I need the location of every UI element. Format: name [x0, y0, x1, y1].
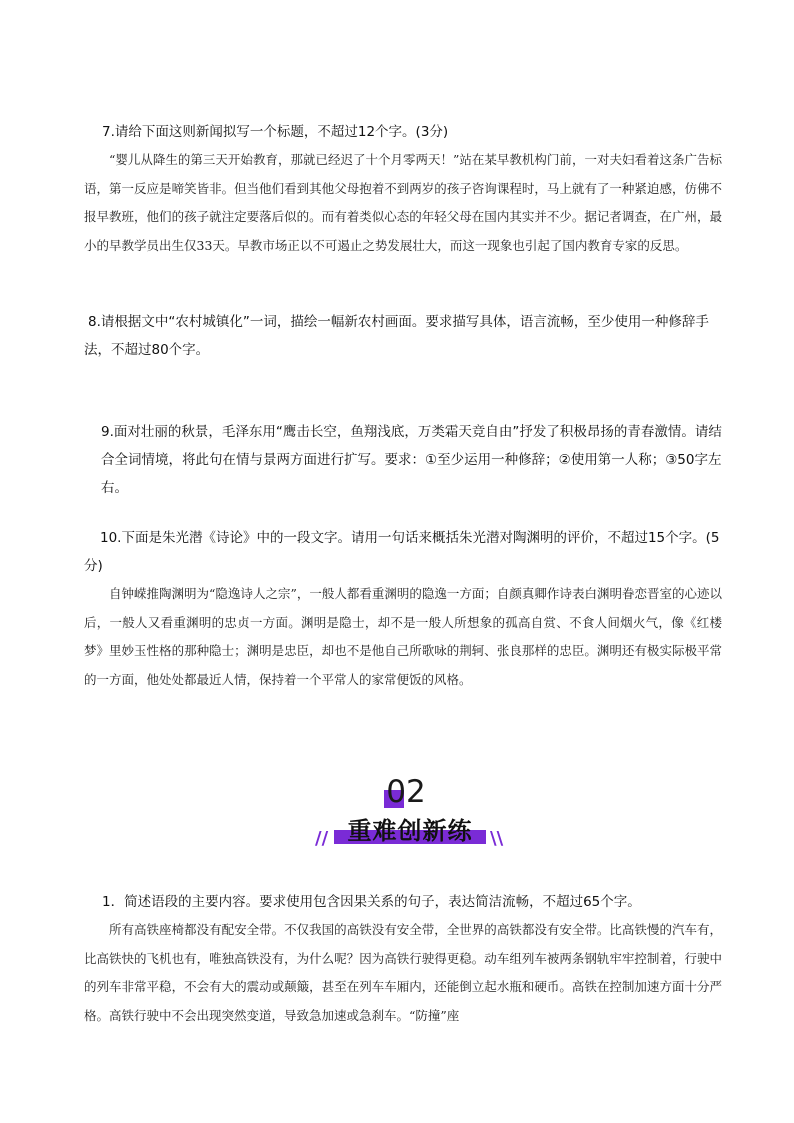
section-title: 重难创新练	[347, 817, 473, 845]
question-8	[84, 308, 722, 364]
question-9	[84, 418, 722, 502]
section-badge	[300, 770, 510, 850]
question-1-title: 1．简述语段的主要内容。要求使用包含因果关系的句子，表达简洁流畅，不超过65个字。	[102, 894, 641, 910]
question-7-passage: “婴儿从降生的第三天开始教育，那就已经迟了十个月零两天！”站在某早教机构门前，一对夫妇看着这条广告标语，第一反应是啼笑皆非。但当他们看到其他父母抱着不到两岁的孩子咨询课程时，马上就有了一种紧迫感，仿佛不报早教班，他们的孩子就注定要落后似的。而有着类似心态的年轻父母在国内其实并不少。据记者调查，在广州，最小的早教学员出生仅33天。早教市场正以不可遏止之势发展壮大，而这一现象也引起了国内教育专家的反思。	[84, 152, 722, 253]
question-7	[84, 118, 722, 260]
question-10-passage: 自钟嵘推陶渊明为“隐逸诗人之宗”，一般人都看重渊明的隐逸一方面；自颜真卿作诗表白渊明眷恋晋室的心迹以后，一般人又看重渊明的忠贞一方面。渊明是隐士，却不是一般人所想象的孤高自赏、不食人间烟火气，像《红楼梦》里妙玉性格的那种隐士；渊明是忠臣，却也不是他自己所歌咏的荆轲、张良那样的忠臣。渊明还有极实际极平常的一方面，他处处都最近人情，保持着一个平常人的家常便饭的风格。	[84, 586, 722, 687]
question-10-title: 10.下面是朱光潜《诗论》中的一段文字。请用一句话来概括朱光潜对陶渊明的评价，不超过15个字。(5分)	[84, 530, 720, 574]
left-slash-decoration: //	[315, 828, 329, 849]
question-1	[84, 888, 722, 1056]
question-10	[84, 524, 722, 694]
right-slash-decoration: \\	[490, 828, 504, 849]
question-8-title: 8.请根据文中“农村城镇化”一词，描绘一幅新农村画面。要求描写具体，语言流畅，至少使用一种修辞手法，不超过80个字。	[84, 314, 709, 358]
question-1-passage: 所有高铁座椅都没有配安全带。不仅我国的高铁没有安全带，全世界的高铁都没有安全带。比高铁慢的汽车有，比高铁快的飞机也有，唯独高铁没有，为什么呢？因为高铁行驶得更稳。动车组列车被两条钢轨牢牢控制着，行驶中的列车非常平稳，不会有大的震动或颠簸，甚至在列车车厢内，还能倒立起水瓶和硬币。高铁在控制加速方面十分严格。高铁行驶中不会出现突然变道，导致急加速或急刹车。“防撞”座	[84, 922, 722, 1023]
question-7-title: 7.请给下面这则新闻拟写一个标题，不超过12个字。(3分)	[102, 124, 449, 140]
question-9-title: 9.面对壮丽的秋景，毛泽东用“鹰击长空，鱼翔浅底，万类霜天竞自由”抒发了积极昂扬的青春激情。请结合全词情境，将此句在情与景两方面进行扩写。要求：①至少运用一种修辞；②使用第一人称；③50字左右。	[101, 424, 722, 496]
section-number: 02	[386, 774, 426, 810]
